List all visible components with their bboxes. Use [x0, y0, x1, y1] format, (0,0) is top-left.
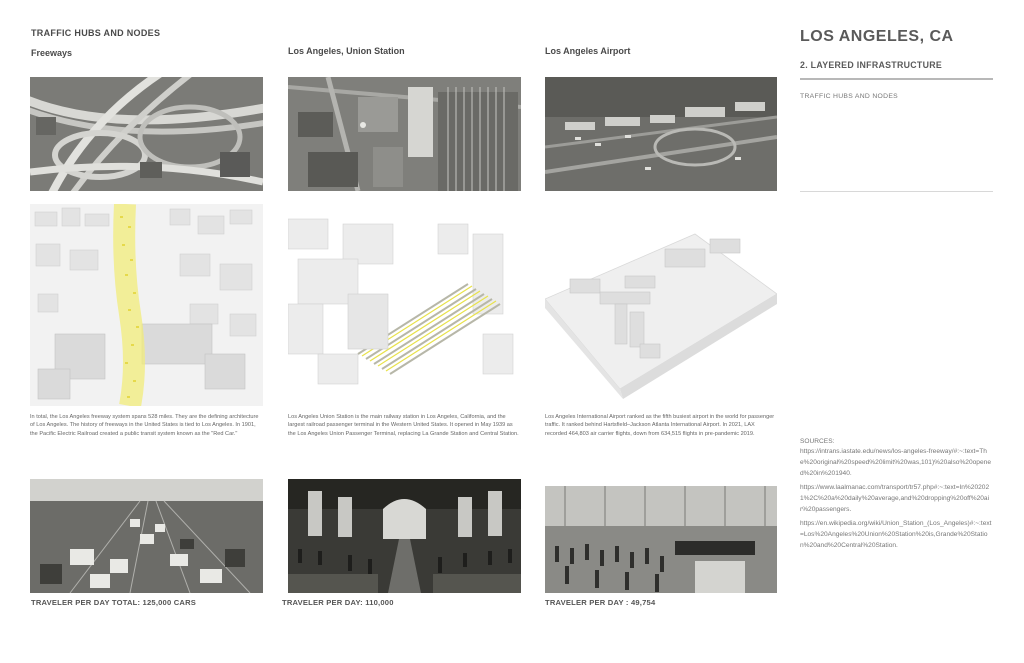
airport-traveler-stat: TRAVELER PER DAY : 49,754 [545, 598, 656, 607]
sidebar-divider-thin [800, 191, 993, 192]
union-station-interior-photo [288, 479, 521, 593]
sidebar-divider-thick [800, 78, 993, 80]
sidebar-section-label: TRAFFIC HUBS AND NODES [800, 93, 898, 100]
freeway-aerial-photo [30, 77, 263, 191]
airport-terminal-photo [545, 486, 777, 593]
page-title: TRAFFIC HUBS AND NODES [31, 28, 161, 38]
freeway-traffic-photo [30, 479, 263, 593]
sources-label: SOURCES: [800, 438, 835, 445]
airport-3d-render [545, 204, 777, 406]
column-title-airport: Los Angeles Airport [545, 46, 631, 56]
airport-aerial-photo [545, 77, 777, 191]
union-station-description: Los Angeles Union Station is the main railway station in Los Angeles, California, and the largest railroad passenger terminal in the Western United States. It opened in May 1939 as the Los Angeles Union Passenger Terminal, replacing La Grande Station and Central Station. [288, 414, 519, 437]
freeway-3d-render [30, 204, 263, 406]
freeways-description: In total, the Los Angeles freeway system spans 528 miles. They are the defining architecture of Los Angeles. The history of freeways in the United States is tied to Los Angeles. In 1901, the Pacific Electric Railroad created a public transit system known as the "Red Car." [30, 414, 259, 437]
union-station-3d-render [288, 204, 521, 406]
source-link[interactable]: https://www.laalmanac.com/transport/tr57.php#:~:text=In%202021%2C%20a%20daily%20average,and%20dropping%20off%20air%20passengers. [800, 484, 990, 513]
union-station-aerial-photo [288, 77, 521, 191]
source-link[interactable]: https://en.wikipedia.org/wiki/Union_Station_(Los_Angeles)#:~:text=Los%20Angeles%20Union%20Station%20is,Grande%20Station%20and%20Central%20Station. [800, 520, 992, 549]
airport-description: Los Angeles International Airport ranked as the fifth busiest airport in the world for passenger traffic. It ranked behind Hartsfield–Jackson Atlanta International Airport. In 2021, LAX recorded 464,803 air carrier flights, down from 634,515 flights in pre-pandemic 2019. [545, 414, 775, 437]
column-title-union-station: Los Angeles, Union Station [288, 46, 405, 56]
freeways-traveler-stat: TRAVELER PER DAY TOTAL: 125,000 CARS [31, 598, 197, 607]
union-station-traveler-stat: TRAVELER PER DAY: 110,000 [282, 598, 394, 607]
source-link[interactable]: https://intrans.iastate.edu/news/los-angeles-freeway/#:~:text=The%20original%20speed%20limit%20was,101)%20also%20opened%20in%201940. [800, 448, 991, 477]
sidebar-subtitle: 2. LAYERED INFRASTRUCTURE [800, 60, 943, 70]
column-title-freeways: Freeways [31, 48, 73, 58]
sources-block [800, 437, 992, 551]
sidebar-title: LOS ANGELES, CA [800, 28, 954, 45]
